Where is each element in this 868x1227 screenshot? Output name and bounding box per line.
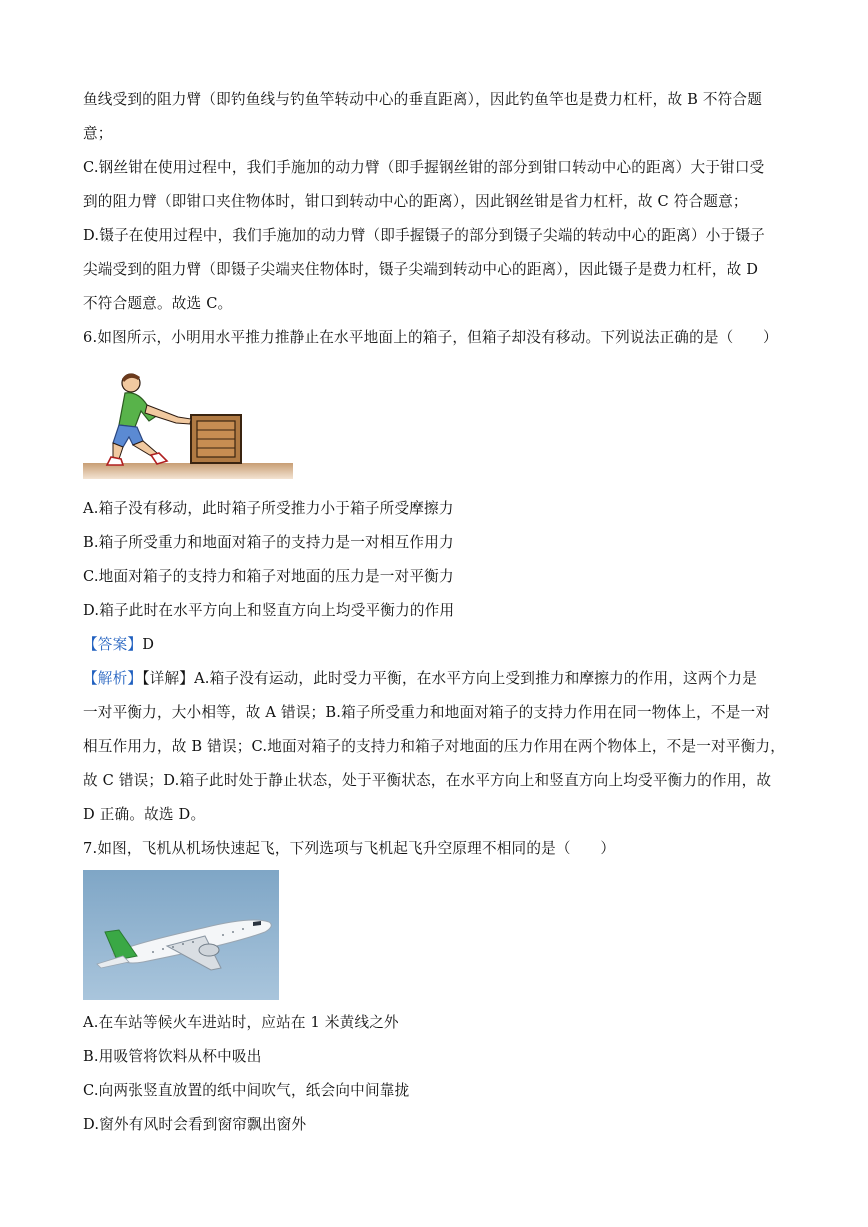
airplane-takeoff-photo <box>83 870 279 1000</box>
text-line: 尖端受到的阻力臂（即镊子尖端夹住物体时，镊子尖端到转动中心的距离），因此镊子是费力杠杆，故 D <box>83 261 759 278</box>
option-d: D.窗外有风时会看到窗帘飘出窗外 <box>83 1116 307 1133</box>
text-line: C.钢丝钳在使用过程中，我们手施加的动力臂（即手握钢丝钳的部分到钳口转动中心的距离）大于钳口受 <box>83 159 765 176</box>
option-c: C.向两张竖直放置的纸中间吹气，纸会向中间靠拢 <box>83 1082 410 1099</box>
option-c: C.地面对箱子的支持力和箱子对地面的压力是一对平衡力 <box>83 568 454 585</box>
question-6-stem: 6.如图所示，小明用水平推力推静止在水平地面上的箱子，但箱子却没有移动。下列说法正确的是（ ） <box>83 329 778 346</box>
analysis-text: 相互作用力，故 B 错误；C.地面对箱子的支持力和箱子对地面的压力作用在两个物体上，不是一对平衡力， <box>83 738 786 755</box>
option-d: D.箱子此时在水平方向上和竖直方向上均受平衡力的作用 <box>83 602 455 619</box>
text-line: 鱼线受到的阻力臂（即钓鱼线与钓鱼竿转动中心的垂直距离），因此钓鱼竿也是费力杠杆，故 B 不符合题 <box>83 91 763 108</box>
answer-line <box>83 635 154 655</box>
answer-value: D <box>142 636 155 653</box>
analysis-line <box>83 669 757 689</box>
question-7-stem: 7.如图，飞机从机场快速起飞，下列选项与飞机起飞升空原理不相同的是（ ） <box>83 840 616 857</box>
analysis-text: D 正确。故选 D。 <box>83 806 206 823</box>
analysis-text: 故 C 错误；D.箱子此时处于静止状态，处于平衡状态，在水平方向上和竖直方向上均受平衡力的作用，故 <box>83 772 772 789</box>
option-a: A.箱子没有移动，此时箱子所受推力小于箱子所受摩擦力 <box>83 500 454 517</box>
analysis-text: 一对平衡力，大小相等，故 A 错误；B.箱子所受重力和地面对箱子的支持力作用在同一物体上，不是一对 <box>83 704 771 721</box>
option-b: B.用吸管将饮料从杯中吸出 <box>83 1048 262 1065</box>
option-b: B.箱子所受重力和地面对箱子的支持力是一对相互作用力 <box>83 534 454 551</box>
answer-tag: 【答案】 <box>83 636 143 653</box>
analysis-text: 【详解】A.箱子没有运动，此时受力平衡，在水平方向上受到推力和摩擦力的作用，这两个力是 <box>142 670 758 687</box>
analysis-tag: 【解析】 <box>83 670 143 687</box>
text-line: D.镊子在使用过程中，我们手施加的动力臂（即手握镊子的部分到镊子尖端的转动中心的距离）小于镊子 <box>83 227 765 244</box>
text-line: 不符合题意。故选 C。 <box>83 295 233 312</box>
boy-pushing-box-figure <box>83 367 293 481</box>
text-line: 意； <box>83 125 113 142</box>
text-line: 到的阻力臂（即钳口夹住物体时，钳口到转动中心的距离），因此钢丝钳是省力杠杆，故 C 符合题意； <box>83 193 748 210</box>
option-a: A.在车站等候火车进站时，应站在 1 米黄线之外 <box>83 1014 399 1031</box>
